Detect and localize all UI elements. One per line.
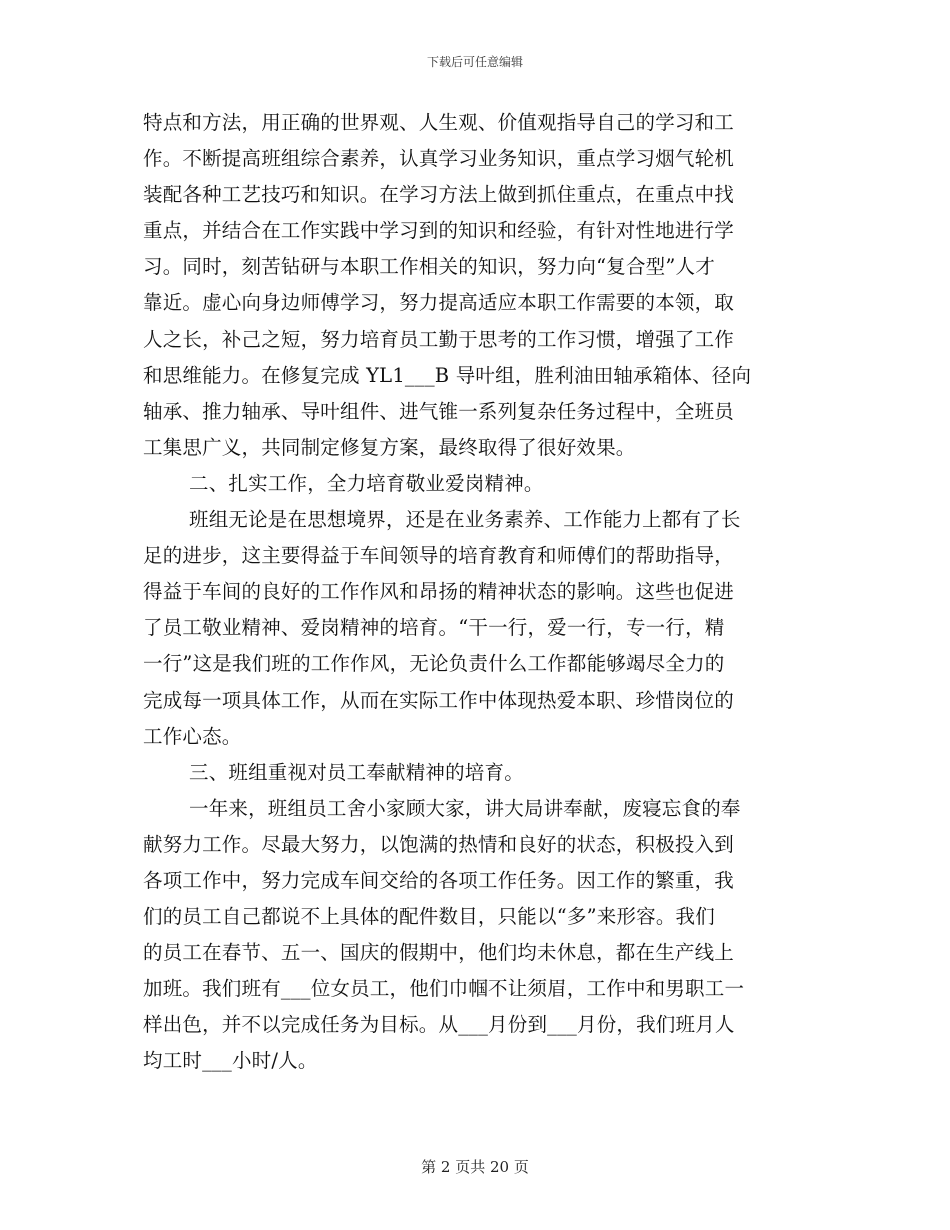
page-number-footer: 第 2 页共 20 页: [421, 1158, 529, 1176]
text-line: 特点和方法，用正确的世界观、人生观、价值观指导自己的学习和工: [143, 111, 735, 134]
text-line: 了员工敬业精神、爱岗精神的培育。“干一行，爱一行，专一行，精: [143, 616, 725, 640]
text-line: 的员工在春节、五一、国庆的假期中，他们均未休息，都在生产线上: [143, 941, 735, 965]
text-line: 工集思广义，共同制定修复方案，最终取得了很好效果。: [143, 435, 636, 459]
paragraph-first-line: 一年来，班组员工舍小家顾大家，讲大局讲奉献，废寝忘食的奉: [189, 796, 741, 820]
text-line: 样出色，并不以完成任务为目标。从___月份到___月份，我们班月人: [143, 1013, 735, 1037]
text-line: 人之长，补己之短，努力培育员工勤于思考的工作习惯，增强了工作: [143, 327, 735, 351]
text-line: 习。同时，刻苦钻研与本职工作相关的知识，努力向“复合型”人才: [143, 255, 715, 279]
section-heading: 二、扎实工作，全力培育敬业爱岗精神。: [189, 471, 544, 495]
document-body: [143, 105, 811, 1080]
text-line: 献努力工作。尽最大努力，以饱满的热情和良好的状态，积极投入到: [143, 832, 735, 856]
text-line: 装配各种工艺技巧和知识。在学习方法上做到抓住重点，在重点中找: [143, 183, 735, 207]
text-line: 各项工作中，努力完成车间交给的各项工作任务。因工作的繁重，我: [143, 868, 735, 892]
text-line: 加班。我们班有___位女员工，他们巾帼不让须眉，工作中和男职工一: [143, 977, 745, 1001]
text-line: 一行”这是我们班的工作作风，无论负责什么工作都能够竭尽全力的: [143, 652, 725, 676]
paragraph-first-line: 班组无论是在思想境界，还是在业务素养、工作能力上都有了长: [189, 508, 741, 532]
text-line: 重点，并结合在工作实践中学习到的知识和经验，有针对性地进行学: [143, 219, 735, 243]
text-line: 足的进步，这主要得益于车间领导的培育教育和师傅们的帮助指导，: [143, 544, 735, 568]
text-line: 完成每一项具体工作，从而在实际工作中体现热爱本职、珍惜岗位的: [143, 688, 735, 712]
section-heading: 三、班组重视对员工奉献精神的培育。: [189, 760, 524, 784]
text-line: 均工时___小时/人。: [143, 1049, 318, 1073]
text-line: 作。不断提高班组综合素养，认真学习业务知识，重点学习烟气轮机: [143, 147, 735, 171]
text-line: 得益于车间的良好的工作作风和昂扬的精神状态的影响。这些也促进: [143, 580, 735, 604]
text-line: 和思维能力。在修复完成 YL1___B 导叶组，胜利油田轴承箱体、径向: [143, 363, 752, 387]
text-line: 们的员工自己都说不上具体的配件数目，只能以“多”来形容。我们: [143, 905, 715, 929]
page-header-note: 下载后可任意编辑: [426, 55, 523, 69]
text-line: 工作心态。: [143, 724, 242, 748]
text-line: 靠近。虚心向身边师傅学习，努力提高适应本职工作需要的本领，取: [143, 291, 735, 315]
text-line: 轴承、推力轴承、导叶组件、进气锥一系列复杂任务过程中，全班员: [143, 399, 735, 423]
